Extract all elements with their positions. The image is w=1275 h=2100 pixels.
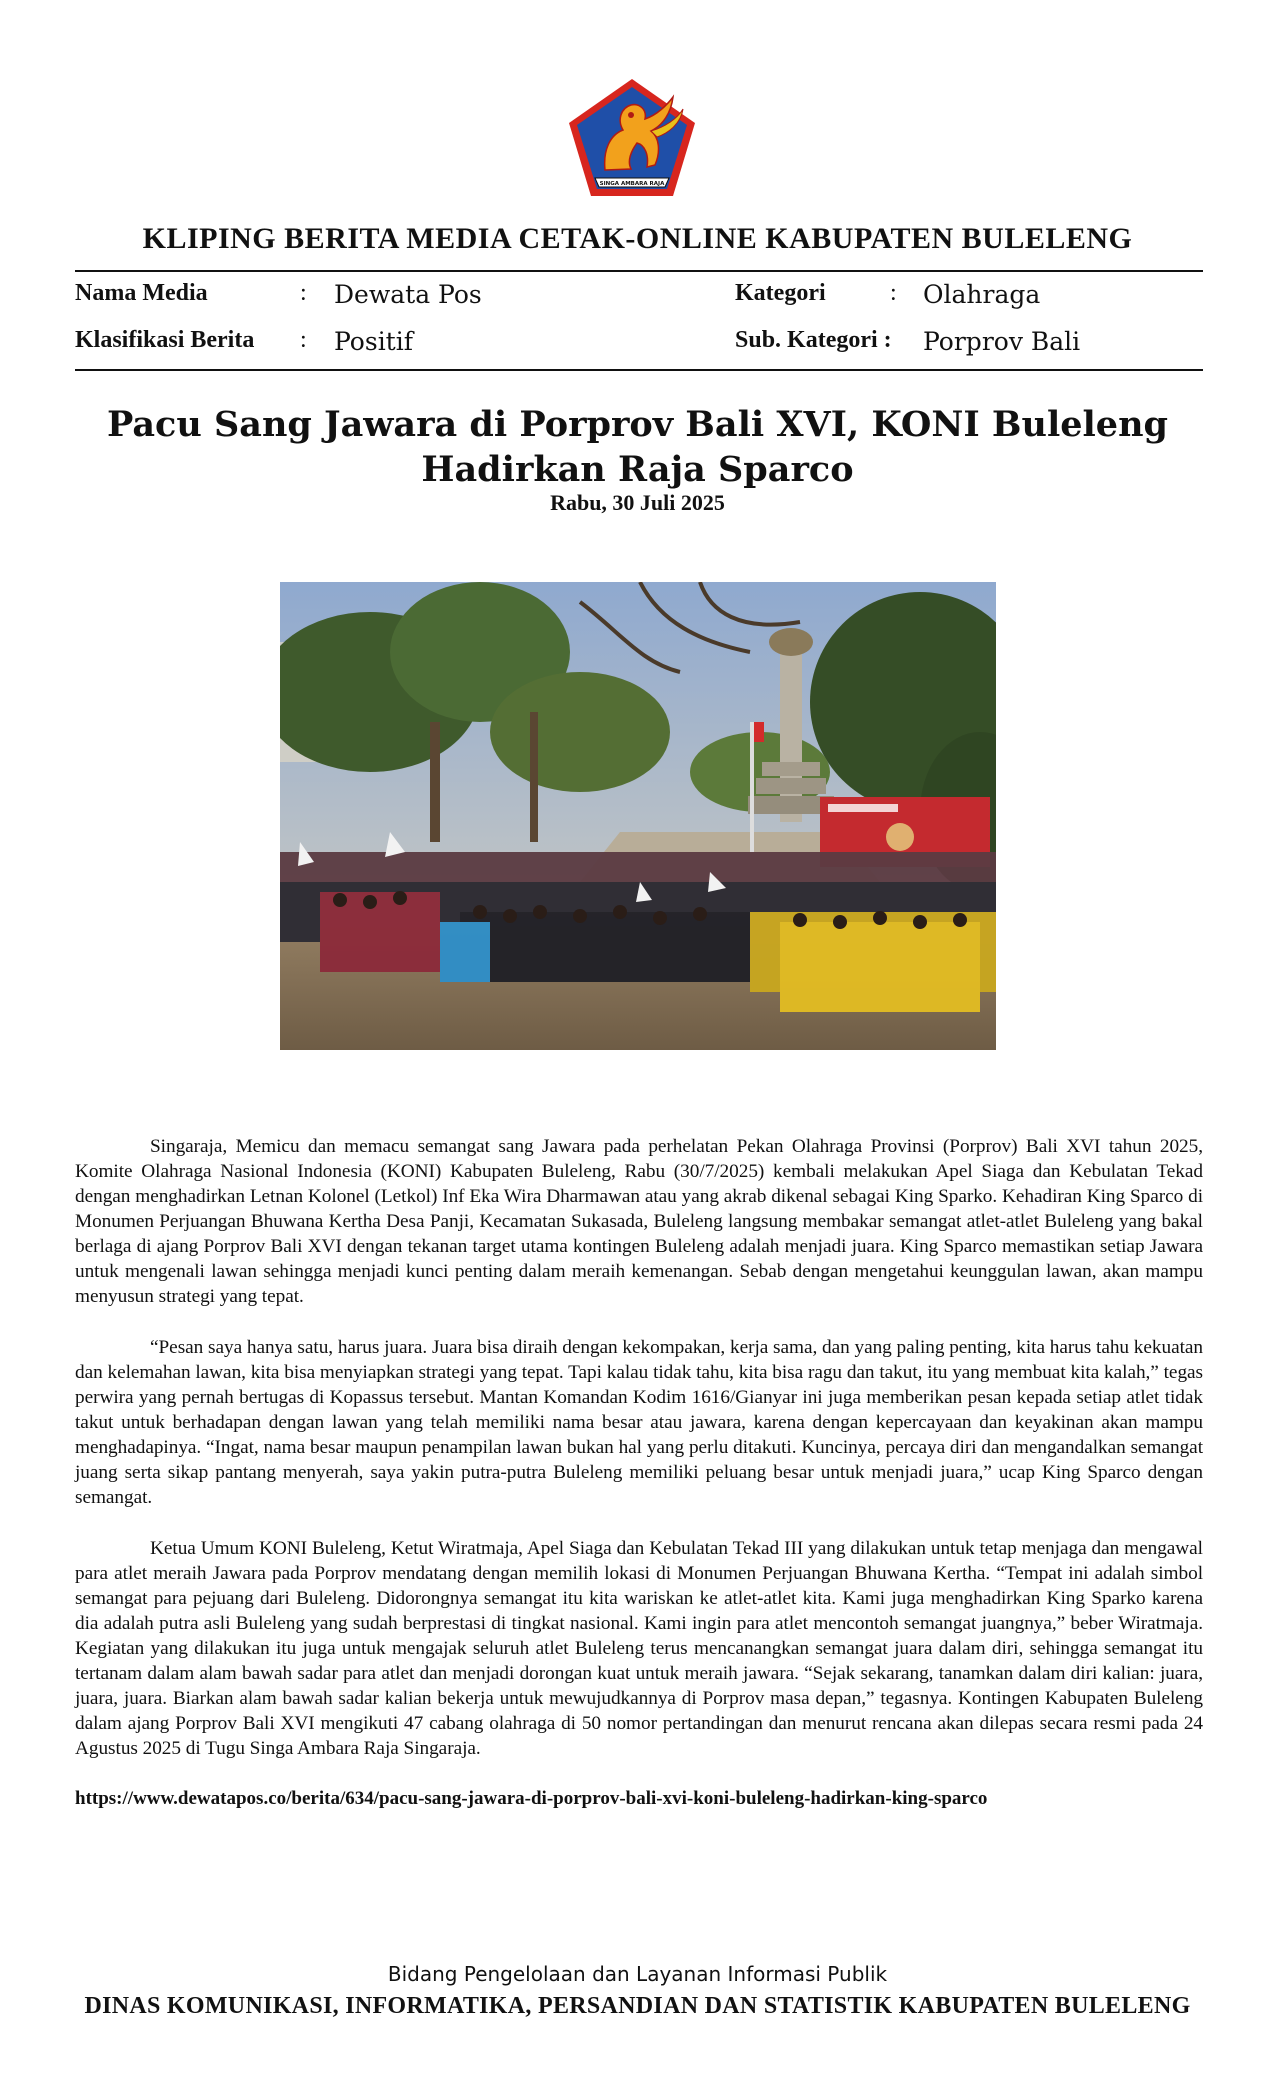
article-paragraph-3-text: Ketua Umum KONI Buleleng, Ketut Wiratmaja, Apel Siaga dan Kebulatan Tekad III yang dilakukan untuk tetap menjaga dan mengawal para atlet meraih Jawara pada Porprov mendatang dengan memilih lokasi di Monumen Perjuangan Bhuwana Kertha. “Tempat ini adalah simbol semangat para pejuang dari Buleleng. Didorongnya semangat itu kita wariskan ke atlet-atlet kita. Kami juga menghadirkan King Sparko karena dia adalah putra asli Buleleng yang sudah berprestasi di tingkat nasional. Kami ingin para atlet mencontoh semangat juangnya,” beber Wiratmaja. Kegiatan yang dilakukan itu juga untuk mengajak seluruh atlet Buleleng terus mencanangkan semangat juara dalam diri, sehingga semangat itu tertanam dalam alam bawah sadar para atlet dan menjadi dorongan kuat untuk meraih jawara. “Sejak sekarang, tanamkan dalam diri kalian: juara, juara, juara. Biarkan alam bawah sadar kalian bekerja untuk mewujudkannya di Porprov masa depan,” tegasnya. Kontingen Kabupaten Buleleng dalam ajang Porprov Bali XVI mengikuti 47 cabang olahraga di 50 nomor pertandingan dan menurut rencana akan dilepas secara resmi pada 24 Agustus 2025 di Tugu Singa Ambara Raja Singaraja. [75,1538,1203,1759]
article-date: Rabu, 30 Juli 2025 [550,490,725,515]
klasifikasi-colon: : [300,327,307,353]
sub-kategori-value: Porprov Bali [923,327,1081,356]
clipping-header-title: KLIPING BERITA MEDIA CETAK-ONLINE KABUPATEN BULELENG [142,222,1133,255]
klasifikasi-label: Klasifikasi Berita [75,327,255,353]
article-photo [280,582,996,1050]
event-photo-illustration [280,582,996,1050]
article-paragraph-2-text: “Pesan saya hanya satu, harus juara. Juara bisa diraih dengan kekompakan, kerja sama, dan yang paling penting, kita harus tahu kekuatan dan kelemahan lawan, kita bisa menyiapkan strategi yang tepat. Tapi kalau tidak tahu, kita bisa ragu dan takut, itu yang membuat kita kalah,” tegas perwira yang pernah bertugas di Kopassus tersebut. Mantan Komandan Kodim 1616/Gianyar ini juga memberikan pesan kepada setiap atlet tidak takut untuk berhadapan dengan lawan yang telah memiliki nama besar atau jawara, karena dengan kepercayaan dan keyakinan akan mampu menghadapinya. “Ingat, nama besar maupun penampilan lawan bukan hal yang perlu ditakuti. Kuncinya, percaya diri dan mengandalkan semangat juang serta sikap pantang menyerah, saya yakin putra-putra Buleleng memiliki peluang besar untuk menjadi juara,” ucap King Sparco dengan semangat. [75,1337,1203,1508]
buleleng-logo [565,75,699,200]
header-bottom-rule [75,369,1203,371]
footer-agency: DINAS KOMUNIKASI, INFORMATIKA, PERSANDIAN DAN STATISTIK KABUPATEN BULELENG [84,1993,1191,2019]
nama-media-label: Nama Media [75,280,208,306]
article-title-line-2: Hadirkan Raja Sparco [421,449,854,490]
article-title-line-1: Pacu Sang Jawara di Porprov Bali XVI, KONI Buleleng [107,404,1168,445]
nama-media-value: Dewata Pos [334,280,482,309]
article-paragraph-1 [75,1134,1203,1309]
article-title [100,402,1175,492]
klasifikasi-value: Positif [334,327,413,356]
source-url-link[interactable]: https://www.dewatapos.co/berita/634/pacu-sang-jawara-di-porprov-bali-xvi-koni-buleleng-hadirkan-king-sparco [75,1788,988,1809]
sub-kategori-label: Sub. Kategori : [735,327,892,353]
article-paragraph-3 [75,1536,1203,1761]
kategori-colon: : [890,280,897,306]
logo-text: SINGA AMBARA RAJA [599,181,665,187]
meta-row-2 [75,327,1203,367]
article-paragraph-1-text: Singaraja, Memicu dan memacu semangat sang Jawara pada perhelatan Pekan Olahraga Provinsi (Porprov) Bali XVI tahun 2025, Komite Olahraga Nasional Indonesia (KONI) Kabupaten Buleleng, Rabu (30/7/2025) kembali melakukan Apel Siaga dan Kebulatan Tekad dengan menghadirkan Letnan Kolonel (Letkol) Inf Eka Wira Dharmawan atau yang akrab dikenal sebagai King Sparko. Kehadiran King Sparco di Monumen Perjuangan Bhuwana Kertha Desa Panji, Kecamatan Sukasada, Buleleng langsung membakar semangat atlet-atlet Buleleng yang bakal berlaga di ajang Porprov Bali XVI dengan tekanan target utama kontingen Buleleng adalah menjadi juara. King Sparco memastikan setiap Jawara untuk mengenali lawan sehingga menjadi kunci penting dalam meraih kemenangan. Sebab dengan mengetahui keunggulan lawan, akan mampu menyusun strategi yang tepat. [75,1136,1203,1307]
kategori-value: Olahraga [923,280,1041,309]
meta-row-1 [75,280,1203,320]
footer-division: Bidang Pengelolaan dan Layanan Informasi Publik [387,1962,888,1986]
article-paragraph-2 [75,1335,1203,1510]
nama-media-colon: : [300,280,307,306]
header-top-rule [75,270,1203,272]
kategori-label: Kategori [735,280,826,306]
